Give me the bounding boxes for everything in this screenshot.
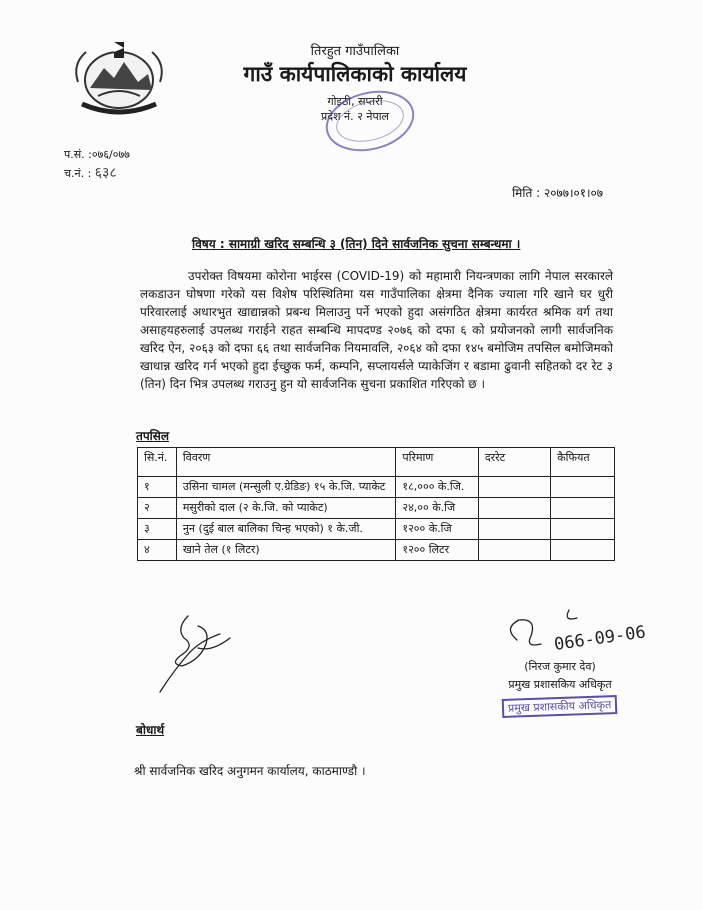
signatory-name: (निरज कुमार देव)	[524, 660, 596, 673]
table-title: तपसिल	[136, 429, 170, 443]
right-signature	[497, 604, 667, 666]
items-table	[137, 447, 615, 561]
cell-description: मसुरीको दाल (२ के.जि. को प्याकेट)	[176, 498, 396, 519]
address-line-1: गोइठी, सप्तरी	[327, 95, 383, 108]
table-row	[138, 519, 615, 540]
nepal-emblem-icon	[68, 38, 170, 116]
table-row	[138, 477, 615, 498]
letter-date: मिति : २०७७।०१।०७	[512, 186, 603, 200]
table-row	[138, 540, 615, 561]
cell-remarks	[551, 519, 615, 540]
left-signature	[140, 608, 240, 694]
cell-sn: २	[138, 498, 177, 519]
cell-rate	[478, 519, 550, 540]
cell-description: उसिना चामल (मन्सुली ए.ग्रेडिङ) १५ के.जि. प्याकेट	[176, 477, 396, 498]
notice-body: उपरोक्त विषयमा कोरोना भाईरस (COVID-19) को महामारी नियन्त्रणका लागि नेपाल सरकारले लकडाउन घोषणा गरेको यस विशेष परिस्थितिमा यस गाउँपालिका क्षेत्रमा दैनिक ज्याला गरि खाने घर धुरी परिवारलाई अधारभुत खाद्यान्नको प्रबन्ध मिलाउनु पर्ने भएको हुदा असंगठित क्षेत्रमा कार्यरत श्रमिक वर्ग तथा असाहयहरुलाई उपलब्ध गराईने राहत सम्बन्धि मापदण्ड २०७६ को दफा ६ को प्रयोजनको लागी सार्वजनिक खरिद ऐन, २०६३ को दफा ६६ तथा सार्वजनिक नियमावलि, २०६४ को दफा १४५ बमोजिम तपसिल बमोजिमको खाधान्न खरिद गर्न भएको हुदा ईच्छुक फर्म, कम्पनि, सप्लायर्सले प्याकेजिंग र बडामा ढुवानी सहितको दर रेट ३ (तिन) दिन भित्र उपलब्ध गराउनु हुन यो सार्वजनिक सुचना प्रकाशित गरिएको छ ।	[140, 269, 613, 391]
cell-quantity: १२०० लिटर	[396, 540, 478, 561]
signature-date: 066-09-06	[552, 622, 647, 655]
chalani-label: च.नं. :	[64, 167, 92, 180]
chalani-row	[64, 164, 130, 183]
cell-quantity: १२०० के.जि	[396, 519, 478, 540]
cell-description: खाने तेल (१ लिटर)	[176, 540, 396, 561]
table-header-row	[138, 448, 615, 477]
office-name: गाउँ कार्यपालिकाको कार्यालय	[243, 62, 467, 86]
cell-quantity: १८,००० के.जि.	[396, 477, 478, 498]
patra-sankhya: प.सं. :०७६/०७७	[64, 148, 130, 161]
cell-remarks	[551, 498, 615, 519]
reference-numbers	[64, 146, 130, 183]
signatory-block	[470, 658, 650, 716]
cell-sn: ३	[138, 519, 177, 540]
cell-rate	[478, 540, 550, 561]
subject-line: विषय : सामाग्री खरिद सम्बन्धि ३ (तिन) दिने सार्वजनिक सुचना सम्बन्धमा ।	[192, 237, 521, 251]
header-remarks: कैफियत	[551, 448, 615, 477]
cell-sn: १	[138, 477, 177, 498]
address-line-2: प्रदेश नं. २ नेपाल	[320, 110, 390, 123]
header-sn: सि.नं.	[138, 448, 177, 477]
municipality-name: तिरहुत गाउँपालिका	[310, 44, 400, 59]
cell-rate	[478, 477, 550, 498]
header-description: विवरण	[176, 448, 396, 477]
cell-sn: ४	[138, 540, 177, 561]
cell-rate	[478, 498, 550, 519]
round-office-stamp	[322, 88, 418, 154]
signatory-designation: प्रमुख प्रशासकिय अधिकृत	[508, 678, 612, 691]
designation-stamp: प्रमुख प्रशासकीय अधिकृत	[502, 695, 618, 718]
chalani-number: ६३८	[94, 165, 117, 181]
bodhartha-label: बोधार्थ	[136, 723, 165, 737]
cell-quantity: २४,०० के.जि	[396, 498, 478, 519]
table-row	[138, 498, 615, 519]
header-quantity: परिमाण	[396, 448, 478, 477]
cell-remarks	[551, 477, 615, 498]
header-rate: दररेट	[478, 448, 550, 477]
cell-description: नुन (दुई बाल बालिका चिन्ह भएको) १ के.जी.	[176, 519, 396, 540]
cell-remarks	[551, 540, 615, 561]
bodhartha-recipient: श्री सार्वजनिक खरिद अनुगमन कार्यालय, काठमाण्डौ ।	[134, 764, 366, 778]
